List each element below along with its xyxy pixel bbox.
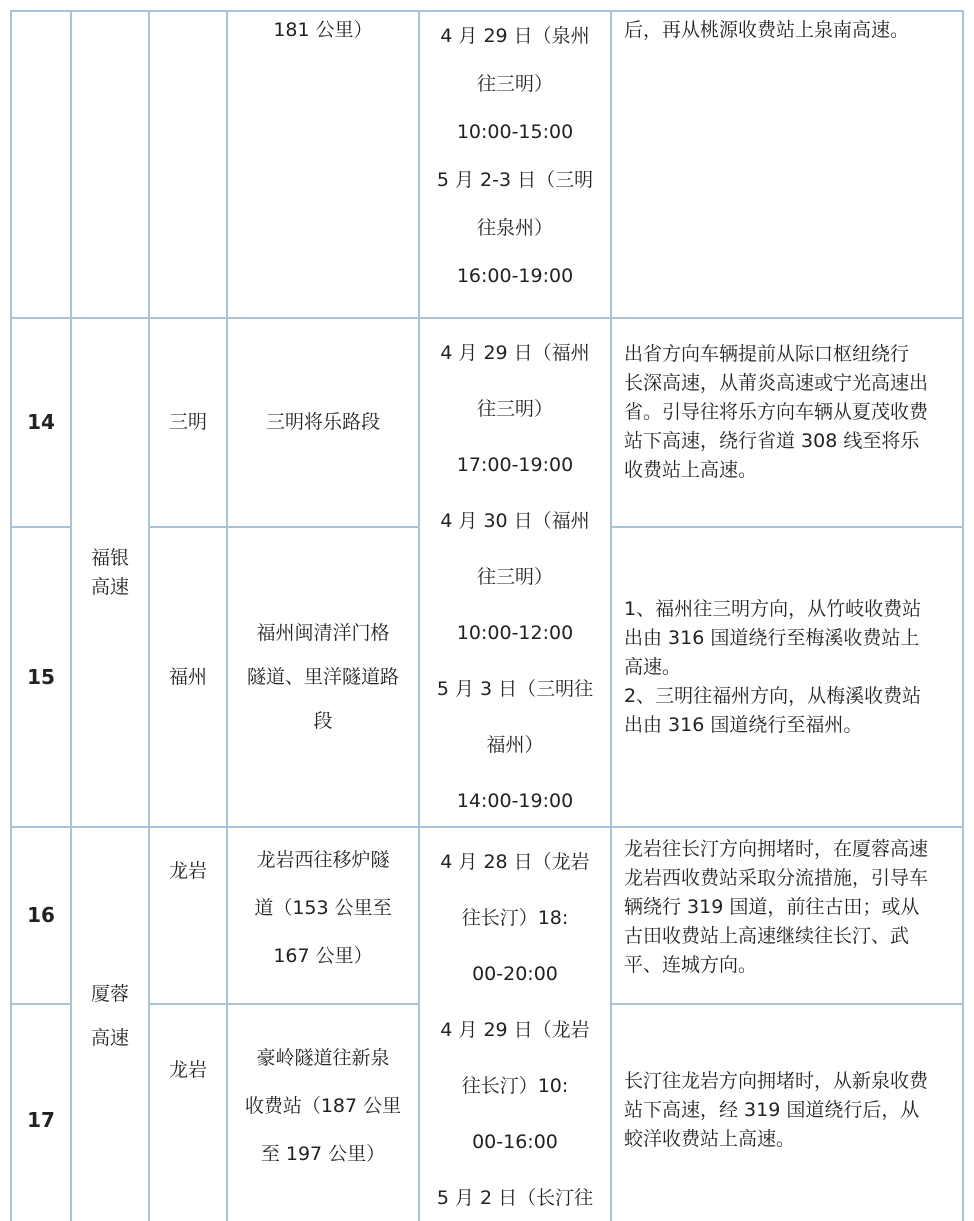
row17-desc-line: 蛟洋收费站上高速。 xyxy=(624,1128,796,1150)
row16-number-text: 16 xyxy=(27,903,55,927)
row17-section xyxy=(228,1034,418,1178)
fuyin-time-line: 14:00-19:00 xyxy=(456,790,574,812)
row13-time-line: 往三明） xyxy=(476,73,553,95)
row13-time-line: 4 月 29 日（泉州 xyxy=(440,25,590,47)
row16-number xyxy=(12,828,70,1003)
row15-desc-line: 出由 316 国道绕行至梅溪收费站上 xyxy=(624,627,920,649)
highway-xiarong-line: 厦蓉 xyxy=(90,983,129,1005)
grid-line xyxy=(962,10,964,1221)
row16-section xyxy=(228,836,418,980)
row14-desc-line: 省。引导往将乐方向车辆从夏茂收费 xyxy=(624,401,929,423)
xiarong-time-line: 往长汀）18: xyxy=(461,907,569,929)
xiarong-time-line: 00-16:00 xyxy=(472,1131,558,1153)
row14-section xyxy=(228,319,418,526)
row17-section-line: 收费站（187 公里 xyxy=(244,1095,402,1117)
highway-fuyin-line: 福银 xyxy=(90,546,129,569)
row15-desc-line: 出由 316 国道绕行至福州。 xyxy=(624,714,863,736)
row14-city xyxy=(150,319,226,526)
row15-section xyxy=(228,528,418,826)
highway-fuyin xyxy=(72,319,148,826)
fuyin-time-line: 4 月 30 日（福州 xyxy=(440,510,590,532)
row13-description xyxy=(612,16,962,45)
row17-number-text: 17 xyxy=(27,1108,55,1132)
row15-desc-line: 1、福州往三明方向，从竹岐收费站 xyxy=(624,598,922,620)
row17-section-line: 豪岭隧道往新泉 xyxy=(256,1047,390,1069)
row13-time-line: 16:00-19:00 xyxy=(456,265,574,287)
highway-xiarong xyxy=(72,972,148,1060)
xiarong-time-line: 往长汀）10: xyxy=(461,1075,569,1097)
row17-number xyxy=(12,1106,70,1135)
row16-desc-line: 辆绕行 319 国道，前往古田；或从 xyxy=(624,896,920,918)
grid-line xyxy=(610,526,964,528)
xiarong-time-line: 5 月 2 日（长汀往 xyxy=(436,1187,594,1209)
fuyin-time-line: 福州） xyxy=(486,734,544,756)
row13-description-text: 后，再从桃源收费站上泉南高速。 xyxy=(624,19,910,41)
row13-time-line: 5 月 2-3 日（三明 xyxy=(436,169,594,191)
grid-line xyxy=(10,1003,72,1005)
row13-time-line: 往泉州） xyxy=(476,217,553,239)
row16-desc-line: 龙岩往长汀方向拥堵时，在厦蓉高速 xyxy=(624,838,929,860)
highway-xiarong-line: 高速 xyxy=(90,1027,129,1049)
xiarong-time-line: 4 月 29 日（龙岩 xyxy=(440,1019,590,1041)
row14-city-text: 三明 xyxy=(168,411,207,433)
row16-description xyxy=(612,835,962,980)
fuyin-time-line: 往三明） xyxy=(476,566,553,588)
row16-section-line: 龙岩西往移炉隧 xyxy=(256,849,390,871)
row16-section-line: 167 公里） xyxy=(273,945,373,967)
row15-number-text: 15 xyxy=(27,664,55,689)
row15-number xyxy=(12,528,70,826)
grid-line xyxy=(148,1003,420,1005)
row15-desc-line: 2、三明往福州方向，从梅溪收费站 xyxy=(624,685,922,707)
row15-section-line: 段 xyxy=(313,710,333,732)
row17-city xyxy=(150,1056,226,1085)
row14-number xyxy=(12,319,70,526)
row16-desc-line: 平、连城方向。 xyxy=(624,954,758,976)
row14-number-text: 14 xyxy=(27,410,55,434)
row17-section-line: 至 197 公里） xyxy=(260,1143,386,1165)
row13-time-line: 10:00-15:00 xyxy=(456,121,574,143)
row15-section-line: 福州闽清洋门格 xyxy=(256,622,390,644)
row16-section-line: 道（153 公里至 xyxy=(254,897,392,919)
row15-description xyxy=(612,595,962,740)
fuyin-time-line: 4 月 29 日（福州 xyxy=(440,342,590,364)
row16-desc-line: 古田收费站上高速继续往长汀、武 xyxy=(624,925,910,947)
row13-times xyxy=(420,12,610,300)
xiarong-time-line: 4 月 28 日（龙岩 xyxy=(440,851,590,873)
row14-desc-line: 长深高速，从莆炎高速或宁光高速出 xyxy=(624,372,929,394)
fuyin-times xyxy=(420,325,610,829)
row17-city-text: 龙岩 xyxy=(168,1059,207,1081)
fuyin-time-line: 往三明） xyxy=(476,398,553,420)
fuyin-time-line: 10:00-12:00 xyxy=(456,622,574,644)
row15-city xyxy=(150,528,226,826)
row13-section xyxy=(228,16,418,45)
row14-description xyxy=(612,340,962,485)
row17-desc-line: 长汀往龙岩方向拥堵时，从新泉收费 xyxy=(624,1070,929,1092)
row14-desc-line: 收费站上高速。 xyxy=(624,459,758,481)
grid-line xyxy=(610,1003,964,1005)
row14-desc-line: 出省方向车辆提前从际口枢纽绕行 xyxy=(624,343,910,365)
highway-fuyin-line: 高速 xyxy=(90,575,129,598)
xiarong-time-line: 00-20:00 xyxy=(472,963,558,985)
row14-desc-line: 站下高速，绕行省道 308 线至将乐 xyxy=(624,430,920,452)
row16-desc-line: 龙岩西收费站采取分流措施，引导车 xyxy=(624,867,929,889)
fuyin-time-line: 17:00-19:00 xyxy=(456,454,574,476)
row13-section-text: 181 公里） xyxy=(273,19,373,41)
row15-section-line: 隧道、里洋隧道路 xyxy=(246,666,399,688)
row14-section-text: 三明将乐路段 xyxy=(265,411,380,433)
row17-description xyxy=(612,1067,962,1154)
row15-city-text: 福州 xyxy=(168,665,207,688)
xiarong-times xyxy=(420,834,610,1221)
row15-desc-line: 高速。 xyxy=(624,656,682,678)
row17-desc-line: 站下高速，经 319 国道绕行后，从 xyxy=(624,1099,920,1121)
row16-city-text: 龙岩 xyxy=(168,860,207,882)
row16-city xyxy=(150,857,226,886)
fuyin-time-line: 5 月 3 日（三明往 xyxy=(436,678,594,700)
